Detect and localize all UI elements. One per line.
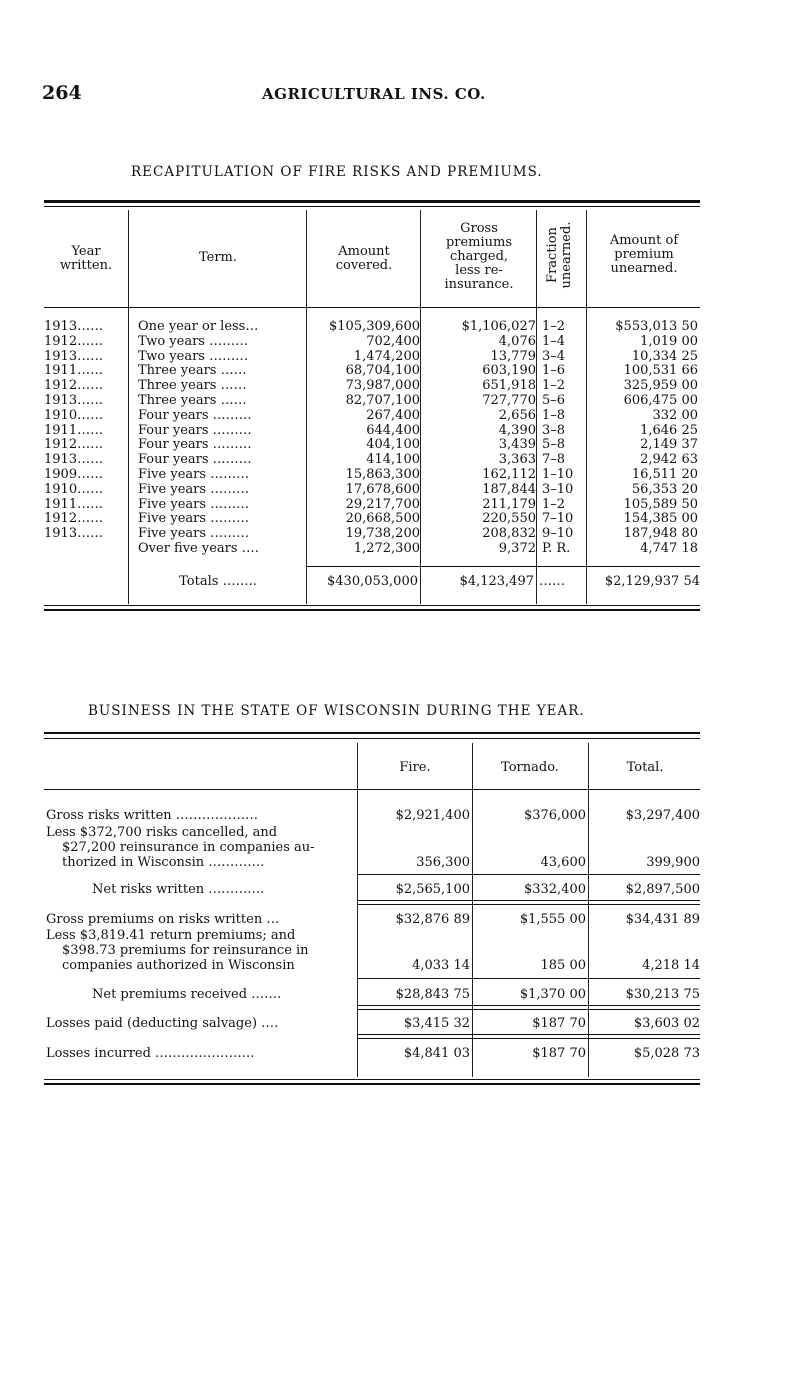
row-amount: 15,863,300: [345, 466, 420, 482]
row-amount: 17,678,600: [345, 481, 420, 497]
row-term: Five years ………: [138, 466, 250, 482]
header-term: Term.: [198, 250, 238, 265]
row-unearned: 154,385 00: [623, 511, 698, 527]
wi-fire-value: 4,033 14: [412, 958, 470, 973]
wi-row-label-line: Losses incurred …………………..: [46, 1046, 255, 1061]
wi-total-value: $30,213 75: [625, 987, 700, 1002]
table-row: [44, 512, 700, 527]
row-year: 1912……: [44, 333, 104, 349]
table-row: [44, 483, 700, 498]
row-gross: 208,832: [482, 526, 536, 542]
row-fraction: 9–10: [542, 526, 574, 542]
row-fraction: 3–10: [542, 481, 574, 497]
row-year: 1911……: [44, 422, 104, 438]
header-tornado: Tornado.: [501, 760, 559, 775]
row-year: 1913……: [44, 452, 104, 468]
row-unearned: 56,353 20: [631, 481, 698, 497]
row-amount: 19,738,200: [345, 526, 420, 542]
wi-value-rule: [357, 1009, 700, 1010]
row-term: Two years ………: [138, 348, 249, 364]
table-row: [44, 527, 700, 542]
row-unearned: 1,019 00: [640, 333, 698, 349]
row-unearned: 4,747 18: [640, 540, 698, 556]
recap-top-rule: [44, 200, 700, 203]
wi-value-rule: [357, 978, 700, 979]
row-amount: 20,668,500: [345, 511, 420, 527]
wi-row-label-line: thorized in Wisconsin ………….: [62, 855, 265, 870]
row-amount: 82,707,100: [345, 392, 420, 408]
header-year: Year written.: [59, 244, 113, 273]
header-total: Total.: [626, 760, 664, 775]
page-number: 264: [42, 82, 82, 104]
wi-row-label-line: Gross risks written ……………….: [46, 808, 258, 823]
wi-fire-value: $32,876 89: [395, 912, 470, 927]
wi-top-rule: [44, 732, 700, 734]
row-term: Four years ………: [138, 452, 252, 468]
row-fraction: 7–8: [542, 452, 566, 468]
row-gross: 211,179: [482, 496, 536, 512]
row-year: 1912……: [44, 437, 104, 453]
row-year: 1910……: [44, 481, 104, 497]
row-fraction: P. R.: [542, 540, 571, 556]
row-year: 1913……: [44, 319, 104, 334]
row-unearned: 10,334 25: [631, 348, 698, 364]
header-fire: Fire.: [399, 760, 431, 775]
row-year: 1911……: [44, 363, 104, 379]
row-unearned: $553,013 50: [615, 319, 698, 334]
row-fraction: 1–10: [542, 466, 574, 482]
table-row: [44, 409, 700, 424]
wi-top-rule-thin: [44, 738, 700, 739]
table-row: [44, 438, 700, 453]
row-gross: 4,390: [498, 422, 536, 438]
header-fraction-unearned: Fraction unearned.: [545, 221, 574, 289]
row-year: 1911……: [44, 496, 104, 512]
wi-row-label-line: Net premiums received …….: [92, 987, 282, 1002]
wi-header-rule: [44, 789, 700, 790]
table-row: [44, 542, 700, 557]
row-term: Five years ………: [138, 496, 250, 512]
table-row: [44, 350, 700, 365]
recap-header-rule: [44, 307, 700, 308]
wi-row-label: [46, 1016, 278, 1031]
wi-tornado-value: $332,400: [523, 882, 586, 897]
row-unearned: 332 00: [652, 407, 698, 423]
row-year: 1910……: [44, 407, 104, 423]
row-term: Three years ……: [138, 363, 247, 379]
row-fraction: 5–6: [542, 392, 566, 408]
row-term: Three years ……: [138, 378, 247, 394]
row-unearned: 16,511 20: [631, 466, 698, 482]
wi-row-label-line: $27,200 reinsurance in companies au-: [62, 840, 315, 855]
row-gross: 220,550: [482, 511, 536, 527]
wi-total-value: 399,900: [646, 855, 700, 870]
wi-vrule: [588, 743, 589, 1077]
row-year: 1912……: [44, 378, 104, 394]
row-amount: 267,400: [366, 407, 420, 423]
wi-tornado-value: $187 70: [532, 1016, 586, 1031]
wi-vrule: [472, 743, 473, 1077]
row-gross: 651,918: [482, 378, 536, 394]
row-unearned: 187,948 80: [623, 526, 698, 542]
wi-fire-value: 356,300: [416, 855, 470, 870]
row-gross: 2,656: [498, 407, 536, 423]
row-unearned: 606,475 00: [623, 392, 698, 408]
wi-row-label-line: Less $372,700 risks cancelled, and: [46, 825, 278, 840]
row-amount: 404,100: [366, 437, 420, 453]
wi-row-label: [46, 928, 309, 973]
wi-total-value: $5,028 73: [633, 1046, 700, 1061]
row-unearned: 100,531 66: [623, 363, 698, 379]
row-fraction: 7–10: [542, 511, 574, 527]
row-fraction: 1–4: [542, 333, 566, 349]
wi-fire-value: $3,415 32: [403, 1016, 470, 1031]
totals-unearned: $2,129,937 54: [604, 574, 700, 589]
row-unearned: 105,589 50: [623, 496, 698, 512]
wi-row-label: [92, 882, 264, 897]
row-amount: 702,400: [366, 333, 420, 349]
wi-tornado-value: 185 00: [540, 958, 586, 973]
wi-tornado-value: $376,000: [523, 808, 586, 823]
row-fraction: 1–8: [542, 407, 566, 423]
wi-value-rule: [357, 1005, 700, 1006]
row-gross: 4,076: [498, 333, 536, 349]
row-fraction: 3–8: [542, 422, 566, 438]
row-unearned: 2,942 63: [640, 452, 698, 468]
row-gross: 727,770: [482, 392, 536, 408]
row-year: 1909……: [44, 466, 104, 482]
wi-value-rule: [357, 900, 700, 901]
wi-value-rule: [357, 874, 700, 875]
row-amount: 644,400: [366, 422, 420, 438]
wi-row-label: [46, 1046, 254, 1061]
row-amount: 68,704,100: [345, 363, 420, 379]
row-term: One year or less…: [138, 319, 259, 334]
row-term: Four years ………: [138, 422, 252, 438]
wi-bottom-rule: [44, 1079, 700, 1080]
wi-row-label-line: $398.73 premiums for reinsurance in: [62, 943, 309, 958]
recap-bottom-rule-thick: [44, 609, 700, 611]
recap-bottom-rule: [44, 605, 700, 606]
row-year: 1913……: [44, 348, 104, 364]
wi-row-label-line: Losses paid (deducting salvage) ….: [46, 1016, 279, 1031]
table-row: [44, 498, 700, 513]
row-term: Two years ………: [138, 333, 249, 349]
table-row: [44, 453, 700, 468]
wi-value-rule: [357, 904, 700, 905]
wi-fire-value: $28,843 75: [395, 987, 470, 1002]
row-gross: 187,844: [482, 481, 536, 497]
wi-value-rule: [357, 1038, 700, 1039]
running-head: AGRICULTURAL INS. CO.: [262, 85, 486, 103]
wi-total-value: $3,297,400: [625, 808, 700, 823]
row-amount: 1,272,300: [353, 540, 420, 556]
totals-amount: $430,053,000: [327, 574, 418, 589]
wi-value-rule: [357, 1034, 700, 1035]
row-gross: 603,190: [482, 363, 536, 379]
header-gross-premiums: Gross premiums charged, less re- insurance.: [444, 221, 514, 292]
row-fraction: 1–2: [542, 378, 566, 394]
row-fraction: 1–2: [542, 319, 566, 334]
row-year: [44, 542, 130, 557]
wi-row-label-line: companies authorized in Wisconsin: [62, 958, 295, 973]
table-row: [44, 335, 700, 350]
table-row: [44, 468, 700, 483]
wi-row-label: [92, 987, 281, 1002]
wi-tornado-value: $187 70: [532, 1046, 586, 1061]
recap-top-rule-thin: [44, 206, 700, 207]
recap-table: [44, 320, 700, 557]
row-year: 1912……: [44, 511, 104, 527]
row-year: 1913……: [44, 392, 104, 408]
row-amount: 73,987,000: [345, 378, 420, 394]
wi-fire-value: $2,565,100: [395, 882, 470, 897]
row-amount: 29,217,700: [345, 496, 420, 512]
table-row: [44, 394, 700, 409]
wi-row-label-line: Net risks written ………….: [92, 882, 265, 897]
wi-total-value: $34,431 89: [625, 912, 700, 927]
totals-rule: [306, 566, 700, 567]
totals-gross: $4,123,497: [459, 574, 534, 589]
row-amount: 1,474,200: [353, 348, 420, 364]
row-gross: 13,779: [490, 348, 536, 364]
row-amount: 414,100: [366, 452, 420, 468]
wi-row-label: [46, 808, 258, 823]
row-unearned: 325,959 00: [623, 378, 698, 394]
row-gross: 9,372: [498, 540, 536, 556]
row-unearned: 2,149 37: [640, 437, 698, 453]
row-term: Five years ………: [138, 526, 250, 542]
row-gross: 3,363: [498, 452, 536, 468]
wi-row-label-line: Less $3,819.41 return premiums; and: [46, 928, 296, 943]
wi-tornado-value: 43,600: [540, 855, 586, 870]
row-term: Four years ………: [138, 407, 252, 423]
row-year: 1913……: [44, 526, 104, 542]
row-term: Five years ………: [138, 511, 250, 527]
row-term: Over five years ….: [138, 540, 259, 556]
row-fraction: 1–6: [542, 363, 566, 379]
wi-row-label: [46, 825, 315, 870]
totals-label: Totals ……..: [179, 574, 257, 589]
row-fraction: 5–8: [542, 437, 566, 453]
totals-fraction: ……: [539, 574, 565, 589]
recap-title: RECAPITULATION OF FIRE RISKS AND PREMIUMS.: [131, 164, 543, 180]
wi-row-label-line: Gross premiums on risks written …: [46, 912, 280, 927]
wi-bottom-rule-thick: [44, 1083, 700, 1085]
wi-row-label: [46, 912, 279, 927]
header-amount-unearned: Amount of premium unearned.: [609, 233, 679, 276]
table-row: [44, 364, 700, 379]
row-gross: 3,439: [498, 437, 536, 453]
row-amount: $105,309,600: [329, 319, 420, 334]
row-unearned: 1,646 25: [640, 422, 698, 438]
wi-fire-value: $4,841 03: [403, 1046, 470, 1061]
row-gross: 162,112: [482, 466, 536, 482]
table-row: [44, 379, 700, 394]
wi-fire-value: $2,921,400: [395, 808, 470, 823]
wi-total-value: 4,218 14: [642, 958, 700, 973]
row-gross: $1,106,027: [461, 319, 536, 334]
row-term: Five years ………: [138, 481, 250, 497]
wi-total-value: $3,603 02: [633, 1016, 700, 1031]
header-amount: Amount covered.: [335, 244, 393, 273]
row-fraction: 1–2: [542, 496, 566, 512]
wi-total-value: $2,897,500: [625, 882, 700, 897]
table-row: [44, 424, 700, 439]
wi-tornado-value: $1,555 00: [519, 912, 586, 927]
row-term: Four years ………: [138, 437, 252, 453]
table-row: [44, 320, 700, 335]
row-fraction: 3–4: [542, 348, 566, 364]
wi-tornado-value: $1,370 00: [519, 987, 586, 1002]
row-term: Three years ……: [138, 392, 247, 408]
wisconsin-title: BUSINESS IN THE STATE OF WISCONSIN DURING THE YEAR.: [88, 703, 585, 719]
wi-vrule: [357, 743, 358, 1077]
